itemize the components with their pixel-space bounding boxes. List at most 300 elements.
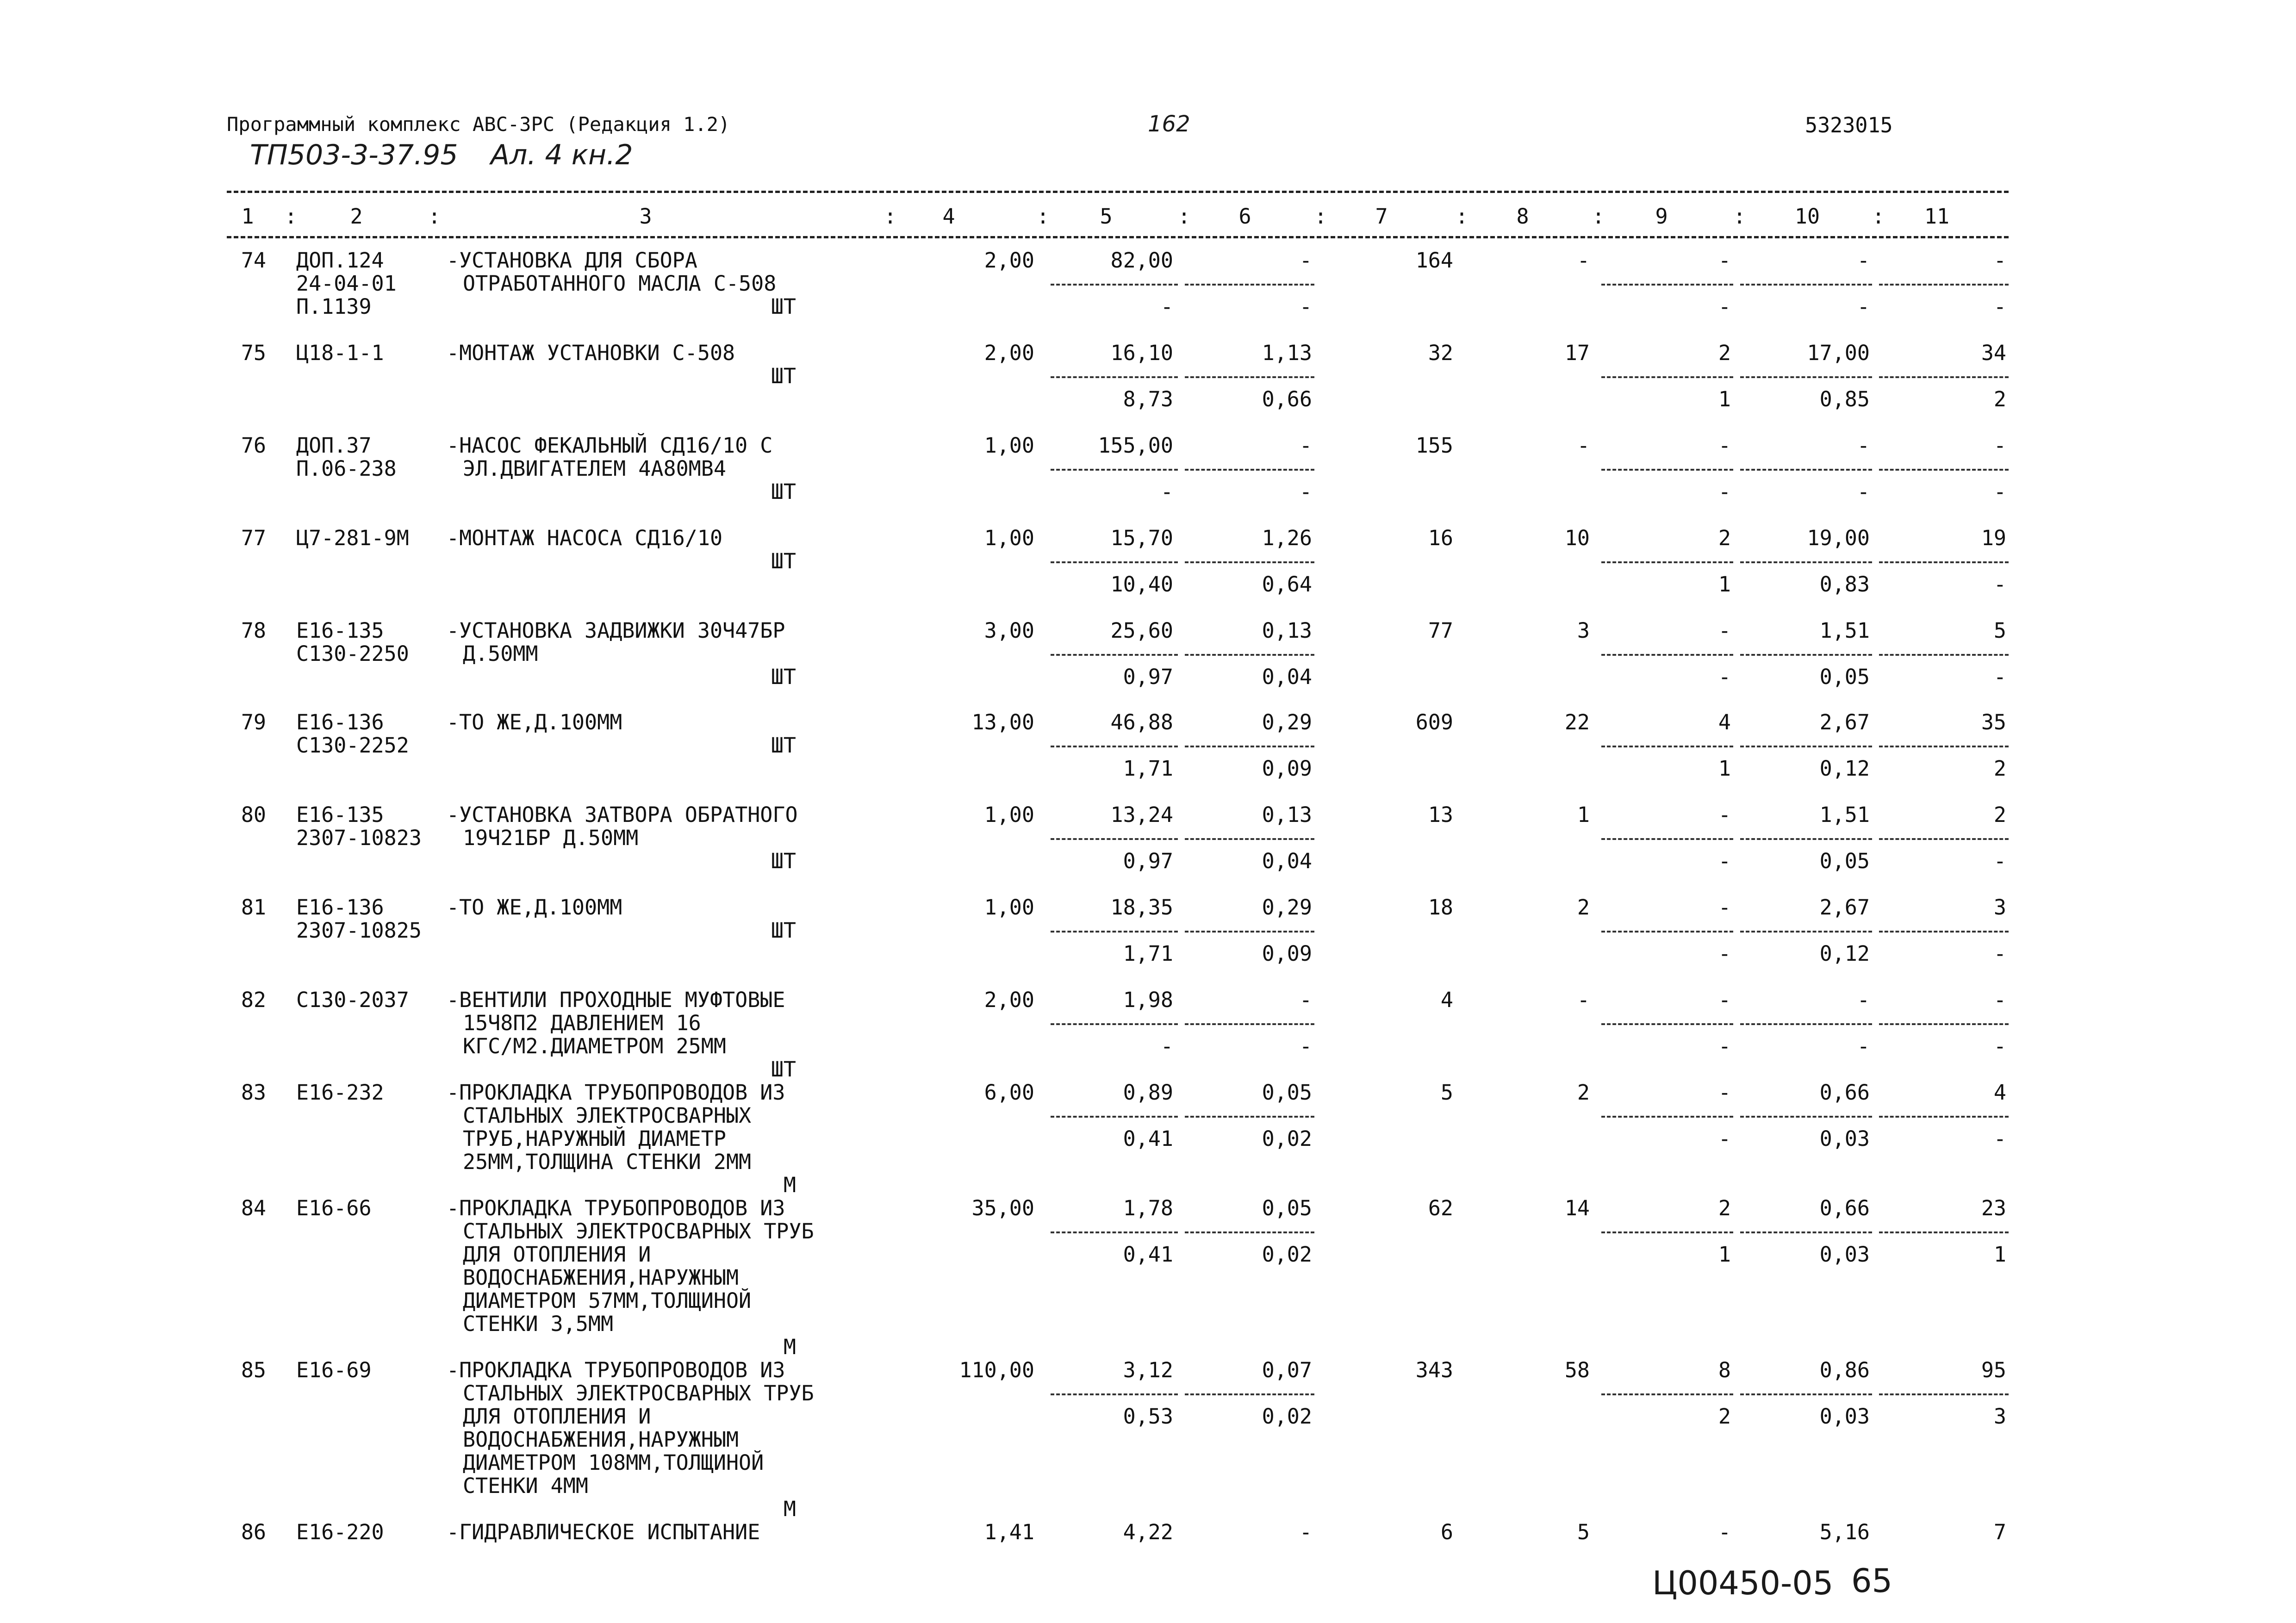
value-divider (1740, 1116, 1872, 1118)
cell-col10-sub: - (1857, 1034, 1870, 1058)
cell-col10-sub: 0,12 (1819, 756, 1870, 781)
cell-col5: 0,89 (1123, 1080, 1173, 1105)
row-unit: ШТ (771, 549, 796, 573)
row-unit: М (783, 1173, 796, 1197)
row-number: 80 (241, 802, 266, 827)
cell-col9: 8 (1718, 1358, 1731, 1382)
cell-col5: 25,60 (1110, 618, 1173, 643)
cell-col7: 155 (1415, 433, 1453, 458)
value-divider (1879, 469, 2009, 471)
cell-col10-sub: - (1857, 294, 1870, 319)
handwritten-album-note: Ал. 4 кн.2 (491, 139, 633, 171)
cell-col8: 17 (1564, 341, 1590, 365)
cell-col9: - (1718, 895, 1731, 920)
column-header-7: 7 (1375, 204, 1388, 229)
row-description: 15Ч8П2 ДАВЛЕНИЕМ 16 (463, 1011, 701, 1035)
value-divider (1879, 376, 2009, 378)
column-header-10: 10 (1794, 204, 1820, 229)
cell-col5: 46,88 (1110, 710, 1173, 734)
cell-col9-sub: - (1718, 1034, 1731, 1058)
value-divider (1185, 469, 1314, 471)
row-description: ДИАМЕТРОМ 108ММ,ТОЛЩИНОЙ (463, 1450, 764, 1475)
value-divider (1740, 654, 1872, 656)
cell-col6-sub: 0,04 (1262, 849, 1312, 873)
row-number: 85 (241, 1358, 266, 1382)
row-description: -ПРОКЛАДКА ТРУБОПРОВОДОВ ИЗ (447, 1196, 785, 1220)
row-description: СТЕНКИ 3,5ММ (463, 1312, 614, 1336)
cell-col5-sub: 0,41 (1123, 1126, 1173, 1151)
value-divider (1185, 931, 1314, 933)
cell-col4: 6,00 (984, 1080, 1034, 1105)
cell-col6-sub: 0,09 (1262, 941, 1312, 966)
row-code: 2307-10823 (296, 826, 422, 850)
row-number: 79 (241, 710, 266, 734)
row-code: С130-2250 (296, 641, 409, 666)
value-divider (1051, 284, 1178, 286)
cell-col10: 17,00 (1807, 341, 1870, 365)
value-divider (1185, 654, 1314, 656)
value-divider (1879, 1116, 2009, 1118)
cell-col11-sub: - (1993, 479, 2006, 504)
row-number: 86 (241, 1520, 266, 1544)
cell-col6: 0,05 (1262, 1080, 1312, 1105)
value-divider (1185, 1393, 1314, 1395)
cell-col10-sub: 0,05 (1819, 849, 1870, 873)
cell-col5-sub: 0,41 (1123, 1242, 1173, 1267)
row-description: -НАСОС ФЕКАЛЬНЫЙ СД16/10 С (447, 433, 773, 458)
cell-col11-sub: 2 (1993, 387, 2006, 411)
cell-col11-sub: 1 (1993, 1242, 2006, 1267)
cell-col4: 110,00 (959, 1358, 1034, 1382)
value-divider (1740, 1231, 1872, 1233)
cell-col7: 32 (1428, 341, 1453, 365)
cell-col8: 14 (1564, 1196, 1590, 1220)
cell-col7: 6 (1440, 1520, 1453, 1544)
column-header-5: 5 (1100, 204, 1113, 229)
cell-col6: 1,13 (1262, 341, 1312, 365)
cell-col6: - (1299, 988, 1312, 1012)
cell-col10-sub: 0,03 (1819, 1404, 1870, 1429)
cell-col6: 0,13 (1262, 802, 1312, 827)
cell-col11: 35 (1981, 710, 2006, 734)
row-code: П.06-238 (296, 456, 397, 481)
value-divider (1740, 931, 1872, 933)
cell-col5-sub: - (1160, 479, 1173, 504)
cell-col4: 1,00 (984, 895, 1034, 920)
row-unit: ШТ (771, 733, 796, 758)
cell-col8: 2 (1577, 1080, 1590, 1105)
cell-col8: - (1577, 988, 1590, 1012)
row-description: ДИАМЕТРОМ 57ММ,ТОЛЩИНОЙ (463, 1288, 752, 1313)
value-divider (1740, 838, 1872, 840)
value-divider (1051, 1393, 1178, 1395)
cell-col11: 2 (1993, 802, 2006, 827)
cell-col10: 19,00 (1807, 526, 1870, 550)
cell-col6: 1,26 (1262, 526, 1312, 550)
row-unit: М (783, 1335, 796, 1359)
cell-col11-sub: - (1993, 1126, 2006, 1151)
cell-col8: 58 (1564, 1358, 1590, 1382)
value-divider (1601, 469, 1733, 471)
row-code: Е16-232 (296, 1080, 384, 1105)
cell-col5: 13,24 (1110, 802, 1173, 827)
cell-col10-sub: 0,05 (1819, 665, 1870, 689)
row-description: ДЛЯ ОТОПЛЕНИЯ И (463, 1242, 651, 1267)
row-number: 83 (241, 1080, 266, 1105)
row-code: Ц7-281-9М (296, 526, 409, 550)
cell-col10: 0,66 (1819, 1196, 1870, 1220)
cell-col8: 3 (1577, 618, 1590, 643)
cell-col4: 1,41 (984, 1520, 1034, 1544)
value-divider (1051, 376, 1178, 378)
cell-col11-sub: - (1993, 941, 2006, 966)
cell-col4: 2,00 (984, 248, 1034, 273)
cell-col10-sub: 0,03 (1819, 1126, 1870, 1151)
row-code: ДОП.37 (296, 433, 372, 458)
cell-col7: 4 (1440, 988, 1453, 1012)
cell-col6-sub: 0,02 (1262, 1242, 1312, 1267)
value-divider (1185, 1231, 1314, 1233)
cell-col6: 0,07 (1262, 1358, 1312, 1382)
value-divider (1185, 746, 1314, 747)
value-divider (1051, 469, 1178, 471)
row-unit: ШТ (771, 665, 796, 689)
row-code: Е16-135 (296, 802, 384, 827)
table-top-rule (227, 191, 2009, 193)
value-divider (1879, 838, 2009, 840)
cell-col6-sub: 0,09 (1262, 756, 1312, 781)
row-code: С130-2252 (296, 733, 409, 758)
row-number: 74 (241, 248, 266, 273)
row-description: КГС/М2.ДИАМЕТРОМ 25ММ (463, 1034, 726, 1058)
row-unit: ШТ (771, 849, 796, 873)
cell-col8: 10 (1564, 526, 1590, 550)
cell-col11-sub: 2 (1993, 756, 2006, 781)
row-number: 84 (241, 1196, 266, 1220)
value-divider (1051, 838, 1178, 840)
cell-col5-sub: 0,97 (1123, 849, 1173, 873)
cell-col9: 2 (1718, 1196, 1731, 1220)
row-description: 19Ч21БР Д.50ММ (463, 826, 639, 850)
value-divider (1051, 1116, 1178, 1118)
cell-col10: - (1857, 433, 1870, 458)
cell-col5-sub: - (1160, 1034, 1173, 1058)
cell-col7: 16 (1428, 526, 1453, 550)
column-separator: : (1733, 204, 1746, 229)
cell-col9-sub: - (1718, 665, 1731, 689)
row-description: ОТРАБОТАННОГО МАСЛА С-508 (463, 271, 777, 296)
cell-col4: 13,00 (971, 710, 1034, 734)
cell-col6: - (1299, 433, 1312, 458)
value-divider (1051, 1231, 1178, 1233)
cell-col5-sub: 0,97 (1123, 665, 1173, 689)
cell-col11: 3 (1993, 895, 2006, 920)
column-separator: : (1872, 204, 1885, 229)
cell-col11: 19 (1981, 526, 2006, 550)
cell-col9: - (1718, 1080, 1731, 1105)
row-description: -МОНТАЖ УСТАНОВКИ С-508 (447, 341, 735, 365)
cell-col9-sub: - (1718, 294, 1731, 319)
value-divider (1879, 561, 2009, 563)
row-code: Ц18-1-1 (296, 341, 384, 365)
value-divider (1601, 284, 1733, 286)
value-divider (1740, 469, 1872, 471)
cell-col9: - (1718, 1520, 1731, 1544)
cell-col4: 2,00 (984, 341, 1034, 365)
value-divider (1051, 746, 1178, 747)
value-divider (1051, 931, 1178, 933)
value-divider (1740, 376, 1872, 378)
value-divider (1740, 561, 1872, 563)
cell-col9: - (1718, 802, 1731, 827)
row-description: -МОНТАЖ НАСОСА СД16/10 (447, 526, 723, 550)
value-divider (1879, 746, 2009, 747)
cell-col5-sub: 1,71 (1123, 756, 1173, 781)
cell-col11: 34 (1981, 341, 2006, 365)
handwritten-footer-code: Ц00450-05 (1652, 1564, 1834, 1602)
cell-col8: - (1577, 248, 1590, 273)
row-description: -УСТАНОВКА ЗАТВОРА ОБРАТНОГО (447, 802, 798, 827)
cell-col7: 164 (1415, 248, 1453, 273)
value-divider (1601, 931, 1733, 933)
cell-col5-sub: - (1160, 294, 1173, 319)
row-number: 77 (241, 526, 266, 550)
row-unit: ШТ (771, 1057, 796, 1082)
cell-col6-sub: - (1299, 294, 1312, 319)
cell-col5-sub: 8,73 (1123, 387, 1173, 411)
column-separator: : (1178, 204, 1191, 229)
program-title: Программный комплекс АВС-3РС (Редакция 1.2) (227, 113, 730, 136)
cell-col9-sub: 2 (1718, 1404, 1731, 1429)
cell-col5: 82,00 (1110, 248, 1173, 273)
cell-col7: 62 (1428, 1196, 1453, 1220)
row-description: ТРУБ,НАРУЖНЫЙ ДИАМЕТР (463, 1126, 726, 1151)
row-description: -УСТАНОВКА ДЛЯ СБОРА (447, 248, 697, 273)
row-description: -ТО ЖЕ,Д.100ММ (447, 710, 622, 734)
value-divider (1601, 376, 1733, 378)
value-divider (1740, 746, 1872, 747)
row-description: -ВЕНТИЛИ ПРОХОДНЫЕ МУФТОВЫЕ (447, 988, 785, 1012)
value-divider (1185, 284, 1314, 286)
row-description: СТАЛЬНЫХ ЭЛЕКТРОСВАРНЫХ (463, 1103, 752, 1128)
cell-col9: 2 (1718, 341, 1731, 365)
cell-col11: - (1993, 433, 2006, 458)
cell-col5-sub: 1,71 (1123, 941, 1173, 966)
row-description: -ПРОКЛАДКА ТРУБОПРОВОДОВ ИЗ (447, 1358, 785, 1382)
value-divider (1601, 561, 1733, 563)
cell-col9-sub: - (1718, 479, 1731, 504)
value-divider (1740, 284, 1872, 286)
column-separator: : (285, 204, 298, 229)
row-unit: М (783, 1497, 796, 1521)
row-unit: ШТ (771, 918, 796, 943)
value-divider (1185, 1116, 1314, 1118)
cell-col9: - (1718, 248, 1731, 273)
row-description: ЭЛ.ДВИГАТЕЛЕМ 4А80МВ4 (463, 456, 726, 481)
value-divider (1185, 838, 1314, 840)
row-code: П.1139 (296, 294, 372, 319)
row-code: 24-04-01 (296, 271, 397, 296)
cell-col9: 4 (1718, 710, 1731, 734)
cell-col6-sub: - (1299, 479, 1312, 504)
cell-col9: 2 (1718, 526, 1731, 550)
value-divider (1601, 1393, 1733, 1395)
row-unit: ШТ (771, 294, 796, 319)
cell-col11: - (1993, 248, 2006, 273)
cell-col6-sub: 0,02 (1262, 1126, 1312, 1151)
cell-col9-sub: 1 (1718, 1242, 1731, 1267)
cell-col5: 155,00 (1098, 433, 1173, 458)
column-header-11: 11 (1924, 204, 1950, 229)
cell-col9: - (1718, 433, 1731, 458)
cell-col6: - (1299, 248, 1312, 273)
value-divider (1051, 1023, 1178, 1025)
column-header-2: 2 (350, 204, 363, 229)
value-divider (1051, 561, 1178, 563)
row-number: 76 (241, 433, 266, 458)
row-description: СТАЛЬНЫХ ЭЛЕКТРОСВАРНЫХ ТРУБ (463, 1381, 814, 1405)
row-description: -ПРОКЛАДКА ТРУБОПРОВОДОВ ИЗ (447, 1080, 785, 1105)
row-description: -ТО ЖЕ,Д.100ММ (447, 895, 622, 920)
value-divider (1185, 376, 1314, 378)
cell-col10-sub: - (1857, 479, 1870, 504)
cell-col5: 3,12 (1123, 1358, 1173, 1382)
cell-col10: 0,86 (1819, 1358, 1870, 1382)
row-code: Е16-135 (296, 618, 384, 643)
cell-col10: 1,51 (1819, 802, 1870, 827)
column-separator: : (1456, 204, 1468, 229)
value-divider (1879, 931, 2009, 933)
row-description: ВОДОСНАБЖЕНИЯ,НАРУЖНЫМ (463, 1265, 739, 1290)
row-code: Е16-69 (296, 1358, 372, 1382)
value-divider (1601, 654, 1733, 656)
row-code: Е16-136 (296, 895, 384, 920)
cell-col5: 4,22 (1123, 1520, 1173, 1544)
cell-col11-sub: - (1993, 665, 2006, 689)
cell-col9-sub: 1 (1718, 756, 1731, 781)
cell-col10-sub: 0,03 (1819, 1242, 1870, 1267)
cell-col11-sub: 3 (1993, 1404, 2006, 1429)
cell-col11-sub: - (1993, 1034, 2006, 1058)
row-code: С130-2037 (296, 988, 409, 1012)
cell-col4: 2,00 (984, 988, 1034, 1012)
row-code: Е16-136 (296, 710, 384, 734)
value-divider (1879, 1231, 2009, 1233)
cell-col11: 4 (1993, 1080, 2006, 1105)
cell-col6: 0,29 (1262, 895, 1312, 920)
column-header-6: 6 (1238, 204, 1251, 229)
row-number: 78 (241, 618, 266, 643)
row-description: Д.50ММ (463, 641, 538, 666)
cell-col7: 5 (1440, 1080, 1453, 1105)
cell-col10: 5,16 (1819, 1520, 1870, 1544)
row-unit: ШТ (771, 364, 796, 388)
row-code: ДОП.124 (296, 248, 384, 273)
row-unit: ШТ (771, 479, 796, 504)
cell-col10-sub: 0,85 (1819, 387, 1870, 411)
value-divider (1879, 654, 2009, 656)
cell-col11-sub: - (1993, 849, 2006, 873)
cell-col7: 343 (1415, 1358, 1453, 1382)
cell-col4: 1,00 (984, 526, 1034, 550)
cell-col11: - (1993, 988, 2006, 1012)
column-separator: : (1592, 204, 1605, 229)
column-header-3: 3 (639, 204, 652, 229)
cell-col6: 0,29 (1262, 710, 1312, 734)
row-description: -УСТАНОВКА ЗАДВИЖКИ 30Ч47БР (447, 618, 785, 643)
cell-col5: 15,70 (1110, 526, 1173, 550)
cell-col8: 2 (1577, 895, 1590, 920)
row-number: 75 (241, 341, 266, 365)
value-divider (1601, 1116, 1733, 1118)
page-number: 162 (1148, 111, 1190, 137)
cell-col5: 16,10 (1110, 341, 1173, 365)
value-divider (1740, 1393, 1872, 1395)
table-header-rule (227, 236, 2009, 238)
cell-col5: 1,98 (1123, 988, 1173, 1012)
cell-col6-sub: - (1299, 1034, 1312, 1058)
cell-col10-sub: 0,12 (1819, 941, 1870, 966)
row-description: ДЛЯ ОТОПЛЕНИЯ И (463, 1404, 651, 1429)
cell-col9-sub: - (1718, 941, 1731, 966)
value-divider (1185, 1023, 1314, 1025)
cell-col6: 0,05 (1262, 1196, 1312, 1220)
cell-col11: 95 (1981, 1358, 2006, 1382)
cell-col9-sub: 1 (1718, 387, 1731, 411)
column-header-8: 8 (1516, 204, 1529, 229)
value-divider (1879, 1393, 2009, 1395)
cell-col10: 2,67 (1819, 895, 1870, 920)
cell-col6-sub: 0,02 (1262, 1404, 1312, 1429)
row-number: 81 (241, 895, 266, 920)
cell-col6-sub: 0,66 (1262, 387, 1312, 411)
cell-col9: - (1718, 988, 1731, 1012)
cell-col10: 0,66 (1819, 1080, 1870, 1105)
cell-col11: 5 (1993, 618, 2006, 643)
row-description: 25ММ,ТОЛЩИНА СТЕНКИ 2ММ (463, 1150, 752, 1174)
column-separator: : (1314, 204, 1327, 229)
cell-col9-sub: - (1718, 849, 1731, 873)
cell-col5: 18,35 (1110, 895, 1173, 920)
cell-col5: 1,78 (1123, 1196, 1173, 1220)
cell-col10: 2,67 (1819, 710, 1870, 734)
document-number: 5323015 (1805, 113, 1893, 137)
cell-col4: 35,00 (971, 1196, 1034, 1220)
row-description: СТЕНКИ 4ММ (463, 1474, 588, 1498)
cell-col9: - (1718, 618, 1731, 643)
cell-col6-sub: 0,64 (1262, 572, 1312, 597)
cell-col10: - (1857, 248, 1870, 273)
cell-col10: - (1857, 988, 1870, 1012)
value-divider (1601, 746, 1733, 747)
cell-col11: 23 (1981, 1196, 2006, 1220)
column-header-9: 9 (1655, 204, 1668, 229)
row-description: -ГИДРАВЛИЧЕСКОЕ ИСПЫТАНИЕ (447, 1520, 760, 1544)
row-description: ВОДОСНАБЖЕНИЯ,НАРУЖНЫМ (463, 1427, 739, 1452)
cell-col7: 13 (1428, 802, 1453, 827)
column-separator: : (428, 204, 441, 229)
cell-col10: 1,51 (1819, 618, 1870, 643)
value-divider (1051, 654, 1178, 656)
value-divider (1601, 1023, 1733, 1025)
cell-col4: 1,00 (984, 802, 1034, 827)
cell-col8: 22 (1564, 710, 1590, 734)
column-header-1: 1 (241, 204, 254, 229)
row-code: Е16-66 (296, 1196, 372, 1220)
value-divider (1601, 838, 1733, 840)
column-separator: : (884, 204, 897, 229)
cell-col7: 77 (1428, 618, 1453, 643)
